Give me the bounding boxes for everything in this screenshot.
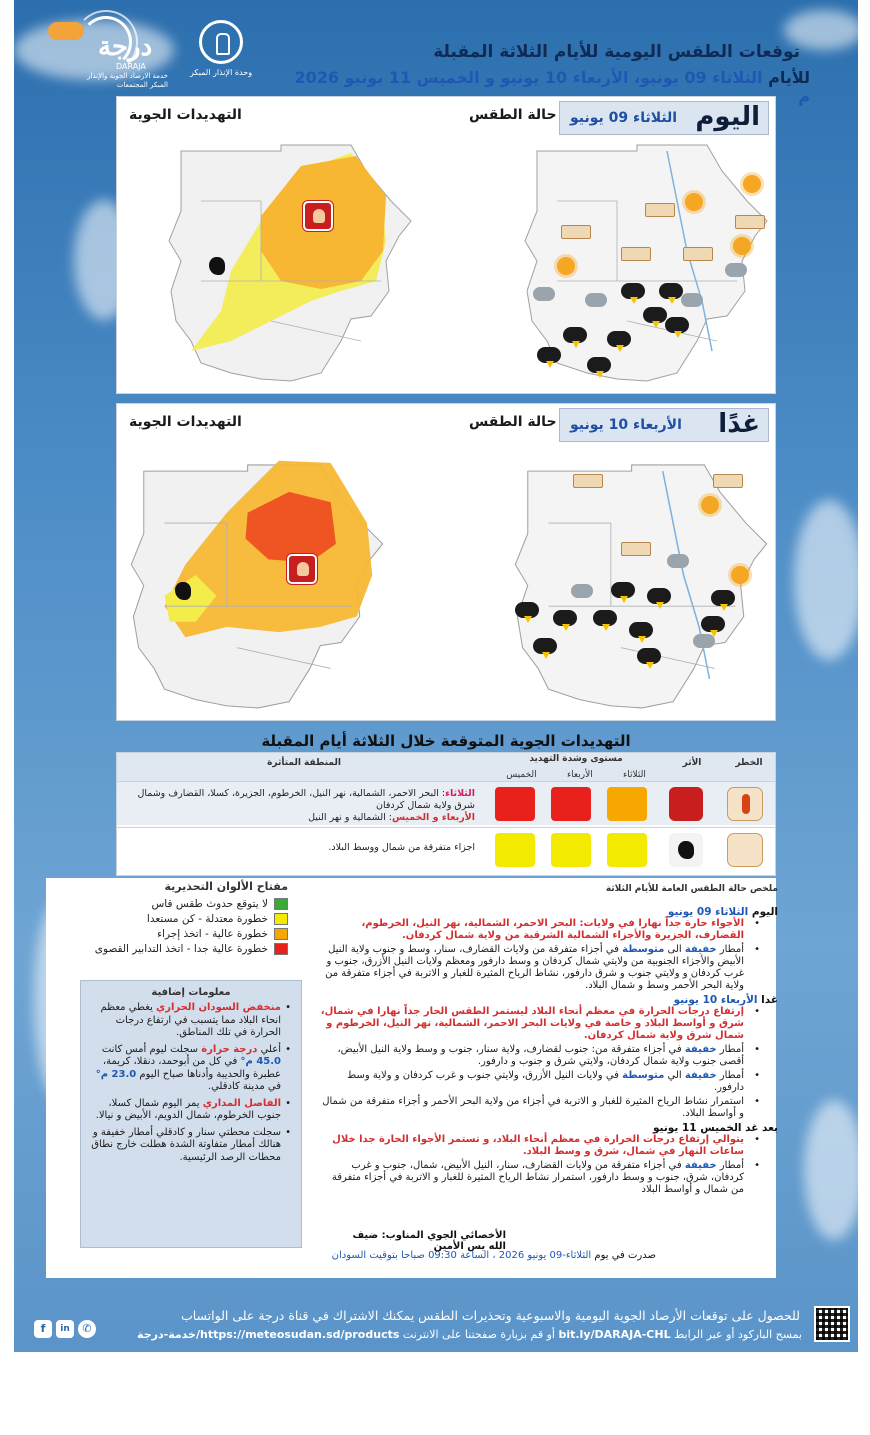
day-tab-today [559,101,769,135]
level-cell-thu [495,833,535,867]
today-forecast-panel [116,96,776,394]
legend-label: خطورة عالية - اتخذ إجراء [157,928,268,940]
legend-item [78,897,288,911]
summary-item [316,1006,778,1042]
brand-name: درجة [98,32,153,62]
sun-icon [557,257,575,275]
col-header-thu: الخميس [506,770,537,780]
threats-table [116,752,776,876]
col-header-tue: الثلاثاء [623,770,646,780]
weather-state-label: حالة الطقس [469,414,557,430]
summary-item [316,1070,778,1094]
sun-icon [685,193,703,211]
thunderstorm-icon [533,638,557,654]
weather-threats-label: التهديدات الجوية [129,107,242,123]
cloud-decoration [804,1100,864,1240]
forecaster-signature [336,1230,506,1252]
forecaster-name: ضيف الله يس الأمين [352,1230,506,1252]
heat-stressed-person-icon [669,787,703,821]
level-cell-tue [607,787,647,821]
cloud-icon [48,22,84,40]
thunderstorm-icon [629,622,653,638]
cloud-decoration [794,500,864,660]
summary-text: الي [664,1070,685,1081]
affected-area: اجزاء متفرقة من شمال ووسط البلاد. [328,842,475,853]
table-row [117,827,775,871]
dust-cough-icon [209,257,225,275]
summary-item [316,944,778,992]
day-date: الأربعاء 10 يونيو [673,994,758,1006]
dates-lead: للأيام [768,68,810,87]
summary-text: في أجزاء متفرقة من: جنوب لقضارف، ولاية سنار، جنوب و وسط ولاية النيل الأبيض، أقصى جنوب ولاية شمال كردفان، ولايتي شرق و جنوب و دارفور. [337,1044,744,1067]
thunderstorm-icon [643,307,667,323]
thunderstorm-icon [515,602,539,618]
area-wedthu: : الشمالية و نهر النيل [308,812,392,823]
thunderstorm-icon [563,327,587,343]
info-text: سجلت محطتي سنار و كادقلي أمطار خفيفة و هنالك أمطار متفاوتة الشدة هطلت خارج نطاق محطات الرصد الرئيسية. [91,1126,281,1163]
thunderstorm-icon [711,590,735,606]
min-temp-value: 23.0 م° [95,1068,137,1080]
additional-info-box [80,980,302,1248]
col-header-area: المنطقة المتأثرة [117,753,491,781]
summary-text: في أجزاء متفرقة من ولايات القضارف، سنار، النيل الأبيض، شمال، جنوب و غرب كردفان، شرق، جنوب و وسط دارفور، استمرار نشاط الرياح المثيرة للغبار و الاتربة في أجزاء متفرقة من شمال و أواسط البلاد [331,1160,744,1195]
summary-text: أمطار [716,944,744,955]
additional-info-title: معلومات إضافية [151,987,231,998]
thunderstorm-icon [593,610,617,626]
level-cell-wed [551,833,591,867]
info-text: يمر اليوم شمال كسلا، جنوب الخرطوم، شمال الدويم، الأبيض و نيالا. [95,1097,281,1121]
summary-item [316,1134,778,1158]
cloudy-icon [667,554,689,568]
day-label: غدًا [718,409,760,439]
dust-icon [713,474,743,488]
threats-table-title: التهديدات الجوية المتوقعة خلال الثلاثة أيام المقبلة [261,732,631,750]
issue-value: الثلاثاء-09 يونيو 2026 ، الساعة 09:30 صباحا بتوقيت السودان [331,1250,595,1261]
sun-icon [733,237,751,255]
color-legend [78,880,288,969]
threats-map-tomorrow [123,440,393,710]
legend-label: لا يتوقع حدوث طقس قاس [151,898,268,910]
linkedin-icon[interactable]: in [56,1320,74,1338]
affected-area [135,788,475,824]
summary-text: استمرار نشاط الرياح المثيرة للغبار و الاتربة في أجزاء من ولاية البحر الأحمر و أجزاء متفرقة من شمال و أواسط البلاد. [322,1096,744,1119]
heat-stressed-person-icon [287,554,317,584]
dust-storm-icon [727,833,763,867]
thunderstorm-icon [611,582,635,598]
weather-state-label: حالة الطقس [469,107,557,123]
threats-map-today [161,141,421,387]
thunderstorm-icon [637,648,661,664]
rain-intensity: خفيفة [684,1160,717,1171]
info-text: يغطي معظم انحاء البلاد مما يتسبب في ارتفاع درجات الحرارة في تلك المناطق. [100,1002,281,1038]
summary-text: الى [664,944,685,955]
summary-highlight: الأجواء حارة جداً نهارا في ولايات: البحر الاحمر، الشمالية، نهر النيل، الخرطوم، القضارف، الجزيرة والأجزاء الشمالية الشرقية من ولاية شمال كردفان. [361,918,744,941]
page-title: توقعات الطقس اليومية للأيام الثلاثة المقبلة [433,42,800,62]
sun-icon [701,496,719,514]
sun-icon [731,566,749,584]
summary-text: أمطار [716,1070,744,1081]
heat-stressed-person-icon [303,201,333,231]
info-item [89,1002,291,1040]
summary-text: أمطار [716,1044,744,1055]
thunderstorm-icon [665,317,689,333]
table-row [117,781,775,825]
info-highlight: منخفض السودان الحراري [156,1002,281,1013]
summary-item [316,1096,778,1120]
level-cell-thu [495,787,535,821]
footer-text: بمسح الباركود أو عبر الرابط [670,1328,802,1341]
rain-intensity: خفيفة [684,1044,717,1055]
info-text: في كل من أبوحمد، دنقلا، كريمة، عطبرة والحديبة وأدناها صباح اليوم [102,1056,281,1080]
level-cell-wed [551,787,591,821]
legend-title: مفتاح الألوان التحذيرية [164,880,288,893]
thunderstorm-icon [701,616,725,632]
info-highlight: الفاصل المداري [202,1097,281,1109]
thunderstorm-icon [537,347,561,363]
summary-item [316,1044,778,1068]
legend-swatch [274,928,288,940]
legend-item [78,912,288,926]
legend-item [78,927,288,941]
area-tue: : البحر الاحمر، الشمالية، نهر النيل، الخرطوم، الجزيرة، كسلا، القضارف وشمال شرق ولاية شمال كردفان [137,788,475,811]
legend-swatch [274,913,288,925]
rain-intensity: خفيفة [684,1070,717,1081]
cloudy-icon [681,293,703,307]
brand-latin: DARAJA [116,62,146,71]
weather-threats-label: التهديدات الجوية [129,414,242,430]
thunderstorm-icon [647,588,671,604]
dust-icon [645,203,675,217]
legend-swatch [274,898,288,910]
whatsapp-icon[interactable]: ✆ [78,1320,96,1338]
dust-icon [683,247,713,261]
day-label: اليوم [695,102,760,132]
issue-label: صدرت في يوم [594,1250,656,1261]
day-date: الثلاثاء 09 يونيو [570,110,678,126]
whatsapp-channel-link[interactable]: bit.ly/DARAJA-CHL [558,1328,671,1341]
legend-label: خطورة معتدلة - كن مستعدا [146,913,268,925]
col-header-level-group [491,753,661,781]
issue-time [246,1250,656,1261]
dust-icon [561,225,591,239]
dust-cough-icon [175,582,191,600]
sun-icon [743,175,761,193]
day-label: غدا [761,994,778,1006]
day-date: الأربعاء 10 يونيو [570,417,682,433]
cloudy-icon [571,584,593,598]
legend-swatch [274,943,288,955]
dust-icon [621,247,651,261]
summary-day-after: بعد غد الخميس 11 يونيو [652,1122,778,1134]
thunderstorm-icon [553,610,577,626]
info-text: أعلي [257,1043,281,1055]
qr-code[interactable] [814,1306,850,1342]
thermometer-icon [727,787,763,821]
summary-highlight: إرتفاع درجات الحرارة في معظم أنحاء البلاد ليستمر الطقس الحار جداً نهارا في شمال، شرق و أواسط البلاد و خاصة في ولايات البحر الاحمر، الشمالية، نهر النيل، الخرطوم و شمال شرق ولاية شمال كردفان. [320,1006,744,1041]
dates-value: الثلاثاء 09 يونيو، الأربعاء 10 يونيو و الخميس 11 يونيو 2026 م [294,68,810,106]
thunderstorm-icon [621,283,645,299]
day-date: الثلاثاء 09 يونيو [667,906,749,918]
summary-item [316,918,778,942]
summary-text: في ولايات النيل الأزرق، ولايتي جنوب و غرب كردفان و ولاية وسط دارفور. [346,1070,744,1093]
info-text: سجلت ليوم أمس كانت [101,1043,202,1055]
cloudy-icon [533,287,555,301]
col-header-wed: الأربعاء [566,770,593,780]
cloudy-icon [585,293,607,307]
max-temp-value: 45.0 م° [240,1056,281,1067]
summary-text: في أجزاء متفرقة من ولايات القضارف، سنار، وسط و جنوب ولاية النيل الأبيض والأجزاء الجنوبية من ولايتي شمال كردفان و وسط دارفور ومعظم ولايات النيل الأزرق، جنوب و غرب كردفان و ولايتي جنوب و شرق دارفور، نشاط الرياح المثيرة للغبار و الاتربة في أجزاء متفرقة من ولاية البحر الأحمر وسط و شمال البلاد. [325,944,744,991]
info-item [89,1044,291,1094]
legend-label: خطورة عالية جدا - اتخذ التدابير القصوى [94,943,268,955]
facebook-icon[interactable]: f [34,1320,52,1338]
summary-text: أمطار [716,1160,744,1171]
dust-icon [621,542,651,556]
summary-title: ملخص حالة الطقس العامة للأيام الثلاثة [605,884,778,894]
website-link[interactable]: https://meteosudan.sd/products/خدمة-درجة [137,1328,400,1341]
summary-day-today [316,906,778,918]
forecaster-role: الأخصائي الجوي المناوب: [381,1230,506,1241]
legend-item [78,942,288,968]
rain-intensity: متوسطة [622,944,665,955]
coughing-person-icon [669,833,703,867]
col-header-impact: الأثر [661,753,723,781]
day-tab-tomorrow [559,408,769,442]
summary-highlight: يتوالي إرتفاع درجات الحرارة في معظم أنحاء البلاد، و تستمر الأجواء الحارة جدا خلال ساعات النهار في شمال، شرق و وسط البلاد. [332,1134,744,1157]
dust-icon [735,215,765,229]
thunderstorm-icon [607,331,631,347]
footer-links [108,1328,802,1341]
unit-caption: وحدة الإنذار المبكر [189,68,253,77]
cloudy-icon [725,263,747,277]
info-item [89,1127,291,1165]
thunderstorm-icon [659,283,683,299]
dust-icon [573,474,603,488]
info-highlight: درجة حرارة [201,1043,258,1055]
day-label: اليوم [751,906,778,918]
sudan-outline [515,465,766,708]
summary-section [46,878,776,1278]
tomorrow-forecast-panel [116,403,776,721]
col-header-level: مستوى وشدة التهديد [529,754,623,764]
thunderstorm-icon [587,357,611,373]
footer-subscribe-text: للحصول على توقعات الأرصاد الجوية اليومية والاسبوعية وتحذيرات الطقس يمكنك الاشتراك في قناة درجة على الواتساب [180,1308,800,1323]
early-warning-unit-logo [186,20,256,84]
level-cell-tue [607,833,647,867]
head-silhouette-icon [678,841,694,859]
seal-icon [199,20,243,64]
daraja-logo [40,8,168,89]
footer-text: أو قم بزيارة صفحتنا على الانترنت [399,1328,559,1341]
rain-intensity: خفيفة [684,944,717,955]
summary-day-tomorrow [316,994,778,1006]
col-header-hazard: الخطر [723,753,775,781]
area-tue-label: الثلاثاء [445,788,475,799]
rain-intensity: متوسطة [622,1070,665,1081]
info-text: في مدينة كادقلي. [207,1081,281,1092]
area-wedthu-label: الأربعاء و الخميس [391,812,475,823]
info-item [89,1098,291,1123]
brand-subtitle: خدمة الارصاد الجوية والإنذار المبكر المجتمعات [87,72,168,89]
general-summary [316,884,778,1198]
summary-item [316,1160,778,1196]
